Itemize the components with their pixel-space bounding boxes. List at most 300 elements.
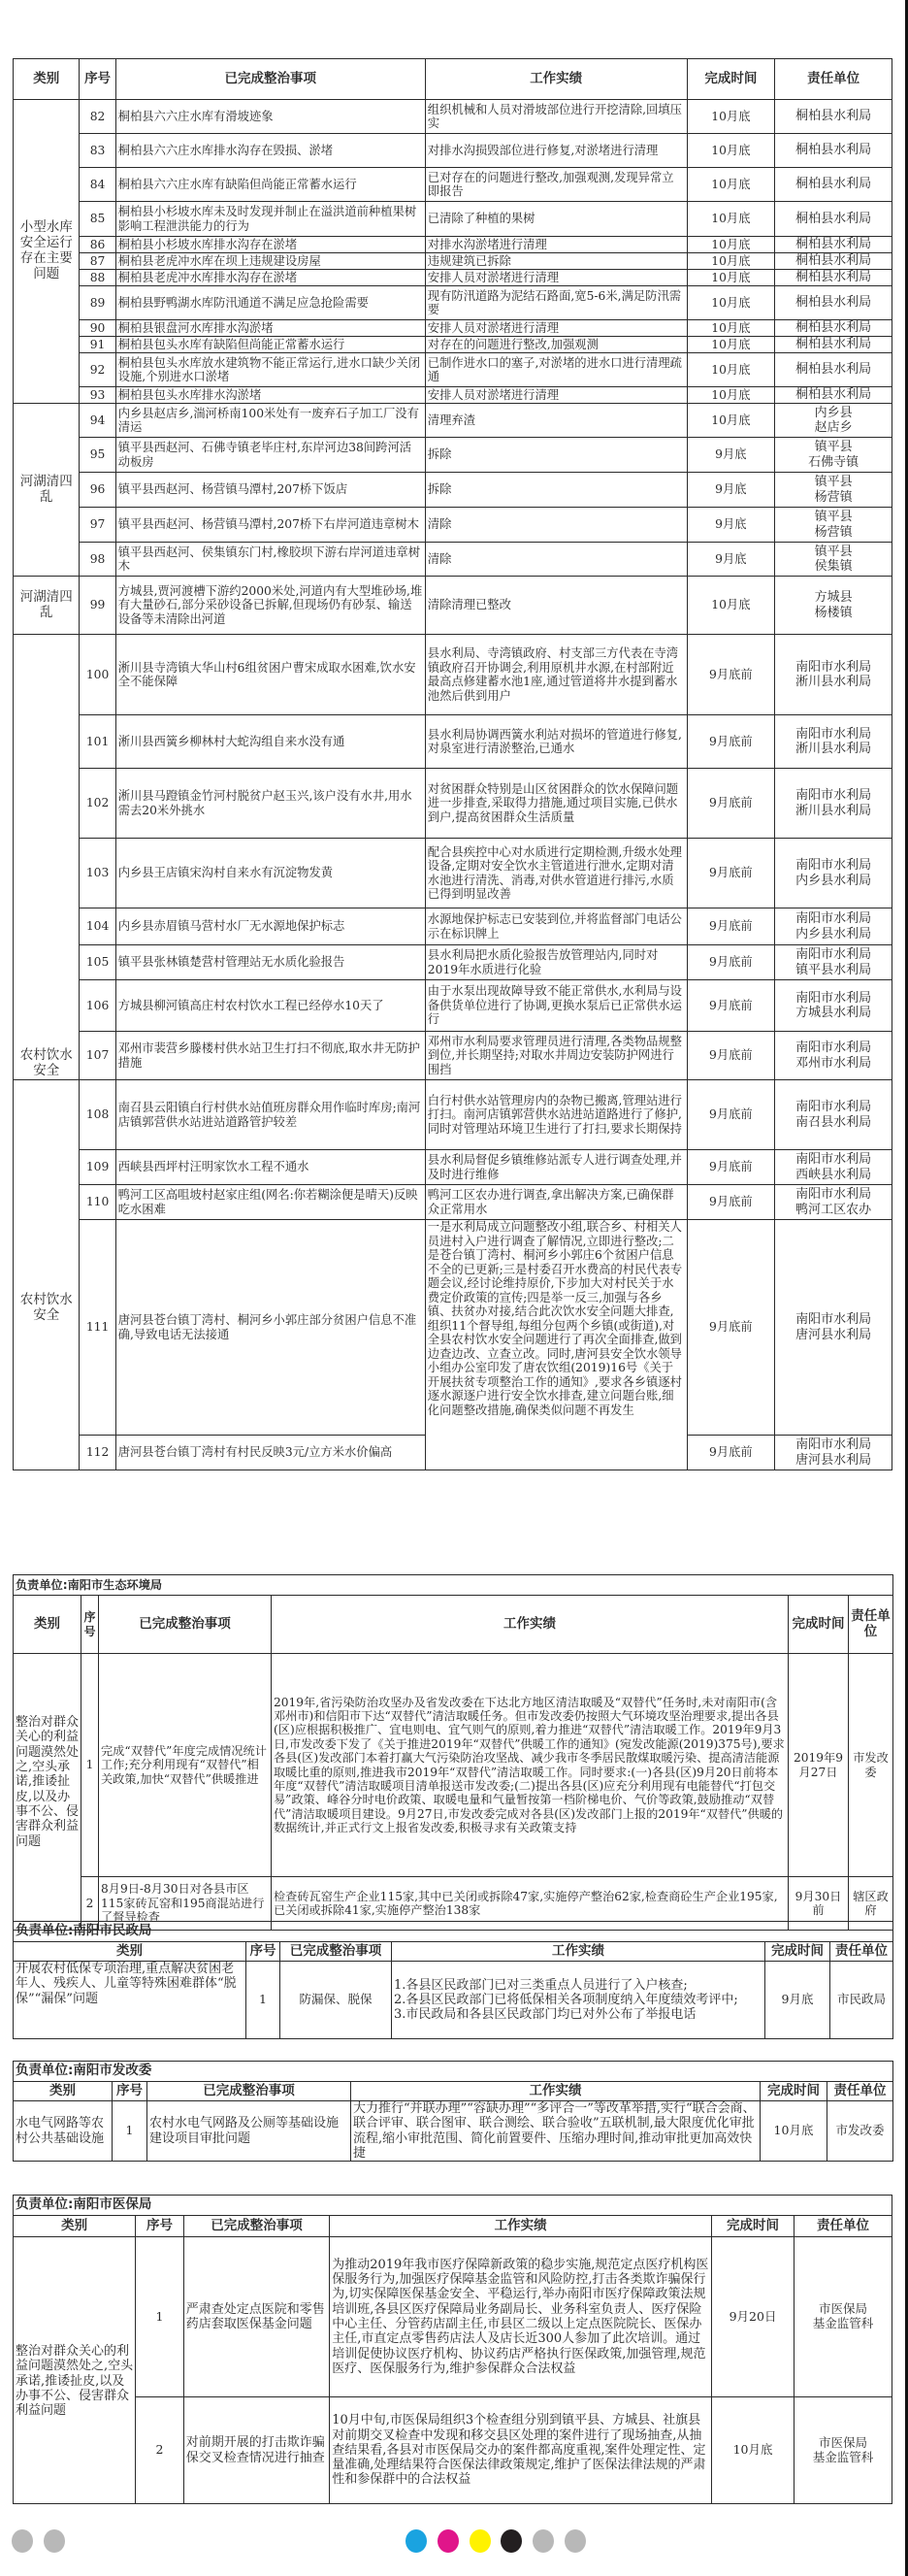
table-row	[14, 577, 892, 635]
table-header-row	[14, 1942, 893, 1962]
row-no: 90	[80, 320, 115, 337]
row-time: 9月底前	[687, 1150, 775, 1185]
row-item: 淅川县寺湾镇大华山村6组贫困户曹宋成取水困难,饮水安全不能保障	[115, 635, 425, 715]
category-cell: 整治对群众关心的利益问题漠然处之,空头承诺,推诿扯皮,以及办事不公、侵害群众利益问题	[14, 1654, 81, 1931]
table-row	[14, 100, 892, 134]
row-item: 镇平县西赵河、石佛寺镇老毕庄村,东岸河边38间跨河活动板房	[115, 438, 425, 473]
row-no: 106	[80, 980, 115, 1032]
header-unit: 责任单位	[830, 1942, 893, 1962]
table-row	[14, 2237, 892, 2397]
row-result: 10月中旬,市医保局组织3个检查组分别到镇平县、方城县、社旗县对前期交叉检查中发现和移交县区处理的案件进行了现场抽查,从抽查结果看,各县对市医保局交办的案件都高度重视,案件处理定性、定量准确,处理结果符合医保法律政策规定,维护了医保法律法规的严肃性和参保群中的合法权益	[330, 2397, 712, 2504]
row-item: 方城县,贾河渡槽下游约2000米处,河道内有大型堆砂场,堆有大量砂石,部分采砂设备已拆解,但现场仍有砂泵、输送设备等未清除出河道	[115, 577, 425, 635]
unit-line: 南阳市水利局	[795, 1100, 872, 1115]
unit-line: 淅川县水利局	[795, 742, 872, 756]
row-unit: 桐柏县水利局	[775, 253, 892, 270]
row-time: 9月底前	[687, 945, 775, 980]
table-row	[14, 337, 892, 353]
unit-line: 基金监管科	[812, 2316, 874, 2330]
row-result: 检查砖瓦窑生产企业115家,其中已关闭或拆除47家,实施停产整治62家,检查商砼生产企业195家,已关闭或拆除41家,实施停产整治138家	[272, 1877, 789, 1931]
table-header-row	[14, 2082, 893, 2101]
row-no: 1	[136, 2237, 183, 2397]
row-no: 97	[80, 508, 115, 543]
registration-dot	[470, 2529, 491, 2553]
registration-dot	[501, 2529, 522, 2553]
row-result: 县水利局督促乡镇维修站派专人进行调查处理,并及时进行维修	[425, 1150, 687, 1185]
table-header-row	[14, 1596, 893, 1654]
row-unit	[775, 1220, 892, 1436]
print-registration-marks	[0, 2529, 908, 2559]
table-row	[14, 908, 892, 945]
table-row	[14, 715, 892, 769]
eco-environment-table	[13, 1574, 893, 1931]
table-row	[14, 1220, 892, 1436]
row-time: 9月底前	[687, 635, 775, 715]
row-time: 9月20日	[712, 2237, 794, 2397]
unit-line: 南阳市水利局	[795, 947, 872, 963]
row-no: 89	[80, 286, 115, 320]
row-no: 95	[80, 438, 115, 473]
unit-line: 南阳市水利局	[795, 990, 872, 1006]
row-time: 10月底	[687, 404, 775, 438]
row-item: 镇平县西赵河、杨营镇马潭村,207桥下饭店	[115, 473, 425, 508]
unit-line: 南阳市水利局	[795, 858, 872, 874]
row-no: 102	[80, 769, 115, 839]
unit-line: 方城县水利局	[795, 1006, 872, 1020]
row-no: 2	[136, 2397, 183, 2504]
row-item: 完成“双替代”年度完成情况统计工作;充分利用现有“双替代”相关政策,加快“双替代”供暖推进	[99, 1654, 272, 1877]
row-result: 清除	[425, 543, 687, 577]
header-item: 已完成整治事项	[115, 59, 425, 100]
unit-line: 市医保局	[818, 2434, 867, 2450]
row-item: 南召县云阳镇白行村供水站值班房群众用作临时库房;南河店镇郭营供水站进站道路管护较差	[115, 1080, 425, 1150]
row-unit: 辖区政府	[849, 1877, 893, 1931]
table-row	[14, 168, 892, 202]
unit-line: 内乡县水利局	[795, 926, 872, 941]
unit-line: 唐河县水利局	[795, 1452, 872, 1468]
category-cell: 农村饮水安全	[14, 1080, 80, 1470]
row-item: 方城县柳河镇高庄村农村饮水工程已经停水10天了	[115, 980, 425, 1032]
row-item: 鸭河工区高咀坡村赵家庄组(网名:你若糊涂便是晴天)反映吃水困难	[115, 1185, 425, 1220]
unit-line: 市医保局	[818, 2301, 867, 2317]
table-row	[14, 1032, 892, 1080]
header-result: 工作实绩	[272, 1596, 789, 1654]
row-time: 9月底前	[687, 1185, 775, 1220]
row-time: 10月底	[687, 387, 775, 404]
row-time: 9月30日前	[789, 1877, 849, 1931]
category-cell: 开展农村低保专项治理,重点解决贫困老年人、残疾人、儿童等特殊困难群体“脱保”“漏保”问题	[14, 1962, 246, 2039]
row-unit	[775, 1436, 892, 1470]
responsible-unit-label: 负责单位:南阳市发改委	[14, 2062, 893, 2082]
row-no: 108	[80, 1080, 115, 1150]
row-no: 2	[81, 1877, 99, 1931]
row-result: 由于水泵出现故障导致不能正常供水,水利局与设备供货单位进行了协调,更换水泵后已正常供水运行	[425, 980, 687, 1032]
row-no: 1	[81, 1654, 99, 1877]
row-item: 桐柏县小杉坡水库未及时发现并制止在溢洪道前种植果树影响工程泄洪能力的行为	[115, 202, 425, 237]
row-no: 85	[80, 202, 115, 237]
row-unit: 桐柏县水利局	[775, 353, 892, 387]
row-time: 9月底前	[687, 1080, 775, 1150]
header-time: 完成时间	[687, 59, 775, 100]
table-row	[14, 2397, 892, 2504]
unit-line: 内乡县水利局	[795, 873, 872, 888]
row-no: 87	[80, 253, 115, 270]
row-item: 淅川县马蹬镇金竹河村脱贫户赵玉兴,该户没有水井,用水需去20米外挑水	[115, 769, 425, 839]
row-no: 1	[246, 1962, 280, 2039]
table-row	[14, 237, 892, 253]
registration-dot	[405, 2529, 427, 2553]
registration-dot	[12, 2529, 33, 2553]
unit-line: 南阳市水利局	[795, 1152, 872, 1168]
row-item: 镇平县张林镇楚营村管理站无水质化验报告	[115, 945, 425, 980]
row-item: 8月9日-8月30日对各县市区115家砖瓦窑和195商混站进行了督导检查	[99, 1877, 272, 1931]
row-unit: 桐柏县水利局	[775, 100, 892, 134]
row-item: 桐柏县老虎冲水库在坝上违规建设房屋	[115, 253, 425, 270]
row-time: 9月底前	[687, 715, 775, 769]
table-row	[14, 387, 892, 404]
row-item: 桐柏县包头水库放水建筑物不能正常运行,进水口缺少关闭设施,个别进水口淤堵	[115, 353, 425, 387]
unit-line: 南阳市水利局	[795, 659, 872, 675]
header-result: 工作实绩	[392, 1942, 765, 1962]
unit-line: 杨营镇	[814, 524, 853, 540]
unit-text	[796, 2302, 890, 2331]
row-no: 82	[80, 100, 115, 134]
row-item: 桐柏县野鸭湖水库防汛通道不满足应急抢险需要	[115, 286, 425, 320]
row-no: 99	[80, 577, 115, 635]
row-time: 9月底	[687, 473, 775, 508]
header-unit: 责任单位	[775, 59, 892, 100]
row-item: 镇平县西赵河、侯集镇东门村,橡胶坝下游右岸河道违章树木	[115, 543, 425, 577]
responsible-unit-label: 负责单位:南阳市医保局	[14, 2196, 892, 2216]
row-time: 10月底	[687, 270, 775, 286]
unit-line: 南阳市水利局	[795, 1312, 872, 1328]
category-cell: 水电气网路等农村公共基础设施	[14, 2101, 113, 2162]
table-row	[14, 508, 892, 543]
unit-line: 西峡县水利局	[795, 1167, 872, 1182]
row-result: 对存在的问题进行整改,加强观测	[425, 337, 687, 353]
header-category: 类别	[14, 59, 80, 100]
table-row	[14, 635, 892, 715]
header-item: 已完成整治事项	[183, 2216, 329, 2237]
row-result: 拆除	[425, 438, 687, 473]
row-result: 安排人员对淤堵进行清理	[425, 387, 687, 404]
header-no: 序号	[246, 1942, 280, 1962]
row-no: 91	[80, 337, 115, 353]
header-category: 类别	[14, 1942, 246, 1962]
row-no: 98	[80, 543, 115, 577]
row-result: 县水利局协调西簧水利站对损坏的管道进行修复,对泉室进行清淤整治,已通水	[425, 715, 687, 769]
header-time: 完成时间	[765, 1942, 830, 1962]
row-result: 组织机械和人员对滑坡部位进行开挖清除,回填压实	[425, 100, 687, 134]
header-time: 完成时间	[789, 1596, 849, 1654]
row-time: 10月底	[687, 237, 775, 253]
row-result: 清除清理已整改	[425, 577, 687, 635]
row-no: 104	[80, 908, 115, 945]
row-unit: 市民政局	[830, 1962, 893, 2039]
table-row	[14, 134, 892, 168]
row-time: 2019年9月27日	[789, 1654, 849, 1877]
row-result: 清理弃渣	[425, 404, 687, 438]
row-result: 配合县疾控中心对水质进行定期检测,升级水处理设备,定期对安全饮水主管道进行泄水,定期对清水池进行清洗、消毒,对供水管道进行排污,水质已得到明显改善	[425, 839, 687, 908]
row-no: 96	[80, 473, 115, 508]
medical-insurance-table	[13, 2195, 892, 2504]
row-item: 对前期开展的打击欺诈骗保交叉检查情况进行抽查	[183, 2397, 329, 2504]
row-time: 10月底	[687, 253, 775, 270]
row-unit	[775, 1150, 892, 1185]
row-result: 白行村供水站管理房内的杂物已搬离,管理站进行打扫。南河店镇郭营供水站进站道路进行了修护,同时对管理站环境卫生进行了打扫,要求长期保持	[425, 1080, 687, 1150]
row-no: 86	[80, 237, 115, 253]
row-unit: 桐柏县水利局	[775, 286, 892, 320]
category-cell: 整治对群众关心的利益问题漠然处之,空头承诺,推诿扯皮,以及办事不公、侵害群众利益问题	[14, 2237, 136, 2504]
row-no: 94	[80, 404, 115, 438]
row-result: 违规建筑已拆除	[425, 253, 687, 270]
row-no: 101	[80, 715, 115, 769]
unit-line: 石佛寺镇	[808, 454, 859, 470]
unit-line: 南阳市水利局	[795, 726, 872, 742]
unit-line: 侯集镇	[814, 559, 853, 574]
row-item: 邓州市裴营乡滕楼村供水站卫生打扫不彻底,取水井无防护措施	[115, 1032, 425, 1080]
header-item: 已完成整治事项	[280, 1942, 392, 1962]
row-unit	[775, 1080, 892, 1150]
table-row	[14, 404, 892, 438]
unit-line: 唐河县水利局	[795, 1327, 872, 1342]
row-unit: 桐柏县水利局	[775, 387, 892, 404]
row-no: 112	[80, 1436, 115, 1470]
category-cell: 农村饮水安全	[14, 635, 80, 1080]
table-row	[14, 839, 892, 908]
table-row	[14, 945, 892, 980]
header-no: 序号	[136, 2216, 183, 2237]
table-row	[14, 1962, 893, 2039]
header-time: 完成时间	[712, 2216, 794, 2237]
row-result: 已对存在的问题进行整改,加强观测,发现异常立即报告	[425, 168, 687, 202]
registration-dot	[533, 2529, 554, 2553]
header-category: 类别	[14, 2216, 136, 2237]
result-line: 3.市民政局和各县区民政部门均已对外公布了举报电话	[394, 2007, 697, 2023]
row-time: 9月底前	[687, 1220, 775, 1436]
result-line: 1.各县区民政部门已对三类重点人员进行了入户核查;	[394, 1977, 688, 1993]
unit-line: 杨营镇	[814, 489, 853, 505]
category-cell: 河湖清四乱	[14, 404, 80, 577]
registration-dot	[438, 2529, 459, 2553]
header-unit: 责任单位	[827, 2082, 893, 2101]
row-time: 10月底	[687, 168, 775, 202]
table-row	[14, 1080, 892, 1150]
row-unit	[775, 508, 892, 543]
row-unit	[775, 577, 892, 635]
row-result: 现有防汛道路为泥结石路面,宽5-6米,满足防汛需要	[425, 286, 687, 320]
responsible-unit-row	[14, 1922, 893, 1942]
row-result: 已清除了种植的果树	[425, 202, 687, 237]
responsible-unit-label: 负责单位:南阳市生态环境局	[14, 1575, 893, 1596]
row-no: 93	[80, 387, 115, 404]
row-time: 9月底	[687, 438, 775, 473]
header-unit: 责任单位	[849, 1596, 893, 1654]
row-unit: 桐柏县水利局	[775, 337, 892, 353]
row-no: 100	[80, 635, 115, 715]
row-time: 9月底前	[687, 1436, 775, 1470]
row-result: 水源地保护标志已安装到位,并将监督部门电话公示在标识牌上	[425, 908, 687, 945]
row-no: 92	[80, 353, 115, 387]
header-category: 类别	[14, 2082, 113, 2101]
row-item: 桐柏县包头水库排水沟淤堵	[115, 387, 425, 404]
unit-line: 鸭河工区农办	[795, 1202, 872, 1217]
unit-line: 镇平县	[814, 440, 853, 455]
row-unit: 桐柏县水利局	[775, 237, 892, 253]
row-time: 9月底前	[687, 980, 775, 1032]
row-time: 10月底	[687, 134, 775, 168]
table-row	[14, 543, 892, 577]
row-item: 桐柏县银盘河水库排水沟淤堵	[115, 320, 425, 337]
table-row	[14, 980, 892, 1032]
row-result: 对排水沟淤堵进行清理	[425, 237, 687, 253]
row-no: 105	[80, 945, 115, 980]
table-row	[14, 473, 892, 508]
row-result: 邓州市水利局要求管理员进行清理,各类物品规整到位,并长期坚持;对取水井周边安装防护网进行围挡	[425, 1032, 687, 1080]
unit-line: 杨楼镇	[814, 605, 853, 620]
unit-line: 南阳市水利局	[795, 1437, 872, 1453]
row-item: 防漏保、脱保	[280, 1962, 392, 2039]
table-row	[14, 320, 892, 337]
header-no: 序号	[113, 2082, 147, 2101]
row-unit	[775, 543, 892, 577]
responsible-unit-label: 负责单位:南阳市民政局	[14, 1922, 893, 1942]
row-time: 9月底	[687, 508, 775, 543]
unit-line: 淅川县水利局	[795, 675, 872, 689]
row-time: 9月底	[765, 1962, 830, 2039]
row-result: 为推动2019年我市医疗保障新政策的稳步实施,规范定点医疗机构医保服务行为,加强医疗保障基金监管和风险防控,打击各类欺诈骗保行为,切实保障医保基金安全、平稳运行,举办南阳市医疗保障政策法规培训班,各县区医疗保障局业务副局长、业务科室负责人、医疗保险中心主任、分管药店副主任,市县区二级以上定点医院院长、医保办主任,市直定点零售药店法人及店长近300人参加了此次培训。通过培训促使协议医疗机构、协议药店严格执行医保政策,加强管理,规范医疗、医保服务行为,维护参保群众合法权益	[330, 2237, 712, 2397]
row-result: 县水利局把水质化验报告放管理站内,同时对2019年水质进行化验	[425, 945, 687, 980]
civil-affairs-table	[13, 1921, 893, 2039]
unit-line: 内乡县	[814, 405, 853, 420]
unit-line: 赵店乡	[814, 420, 853, 435]
header-result: 工作实绩	[330, 2216, 712, 2237]
unit-text	[796, 2436, 890, 2465]
row-no: 84	[80, 168, 115, 202]
table-row	[14, 353, 892, 387]
category-cell: 小型水库安全运行存在主要问题	[14, 100, 80, 404]
row-result: 鸭河工区农办进行调查,拿出解决方案,已确保群众正常用水	[425, 1185, 687, 1220]
table-row	[14, 438, 892, 473]
row-item: 桐柏县六六庄水库有缺陷但尚能正常蓄水运行	[115, 168, 425, 202]
row-unit	[794, 2237, 892, 2397]
header-no: 序号	[81, 1596, 99, 1654]
row-unit	[775, 438, 892, 473]
header-item: 已完成整治事项	[147, 2082, 351, 2101]
header-no: 序号	[80, 59, 115, 100]
row-unit: 桐柏县水利局	[775, 270, 892, 286]
header-unit: 责任单位	[794, 2216, 892, 2237]
row-item: 桐柏县六六庄水库有滑坡迹象	[115, 100, 425, 134]
row-unit: 桐柏县水利局	[775, 320, 892, 337]
unit-line: 镇平县	[814, 544, 853, 559]
header-result: 工作实绩	[425, 59, 687, 100]
unit-line: 基金监管科	[812, 2449, 874, 2464]
row-unit: 桐柏县水利局	[775, 168, 892, 202]
registration-dot	[565, 2529, 586, 2553]
row-result: 县水利局、寺湾镇政府、村支部三方代表在寺湾镇政府召开协调会,利用原机井水源,在村部附近最高点修建蓄水池1座,通过管道将井水提到蓄水池然后供到用户	[425, 635, 687, 715]
row-result: 对贫困群众特别是山区贫困群众的饮水保障问题进一步排查,采取得力措施,通过项目实施,已供水到户,提高贫困群众生活质量	[425, 769, 687, 839]
unit-line: 南召县水利局	[795, 1114, 872, 1130]
unit-line: 方城县	[814, 590, 853, 606]
row-time: 10月底	[687, 286, 775, 320]
unit-line: 淅川县水利局	[795, 803, 872, 818]
row-result: 对排水沟损毁部位进行修复,对淤堵进行清理	[425, 134, 687, 168]
row-unit	[794, 2397, 892, 2504]
table-row	[14, 270, 892, 286]
row-item: 桐柏县包头水库有缺陷但尚能正常蓄水运行	[115, 337, 425, 353]
table-row	[14, 2101, 893, 2162]
table-row	[14, 286, 892, 320]
table-header-row	[14, 2216, 892, 2237]
row-result: 已制作进水口的塞子,对淤堵的进水口进行清理疏通	[425, 353, 687, 387]
table-row	[14, 1654, 893, 1877]
row-time: 9月底前	[687, 1032, 775, 1080]
row-unit	[775, 908, 892, 945]
row-item: 淅川县西簧乡柳林村大蛇沟组自来水没有通	[115, 715, 425, 769]
row-time: 10月底	[687, 577, 775, 635]
table-row	[14, 1185, 892, 1220]
table-row	[14, 769, 892, 839]
row-item: 桐柏县老虎冲水库排水沟存在淤堵	[115, 270, 425, 286]
unit-line: 镇平县水利局	[795, 962, 872, 977]
row-unit	[775, 839, 892, 908]
row-time: 10月底	[687, 353, 775, 387]
category-cell: 河湖清四乱	[14, 577, 80, 635]
row-time: 10月底	[712, 2397, 794, 2504]
unit-line: 镇平县	[814, 510, 853, 525]
development-reform-table	[13, 2061, 893, 2162]
row-item: 桐柏县小杉坡水库排水沟存在淤堵	[115, 237, 425, 253]
row-unit	[775, 945, 892, 980]
row-unit: 市发改委	[827, 2101, 893, 2162]
row-time: 10月底	[761, 2101, 827, 2162]
row-item: 农村水电气网路及公厕等基础设施建设项目审批问题	[147, 2101, 351, 2162]
row-time: 9月底前	[687, 839, 775, 908]
row-result	[392, 1962, 765, 2039]
table-row	[14, 202, 892, 237]
header-item: 已完成整治事项	[99, 1596, 272, 1654]
table-row	[14, 1150, 892, 1185]
row-no: 110	[80, 1185, 115, 1220]
table-row	[14, 253, 892, 270]
row-unit	[775, 635, 892, 715]
result-line: 2.各县区民政部门已将低保相关各项制度纳入年度绩效考评中;	[394, 1992, 738, 2007]
row-time: 10月底	[687, 337, 775, 353]
row-result: 一是水利局成立问题整改小组,联合乡、村相关人员进村入户进行调查了解情况,立即进行整改;二是苍台镇丁湾村、桐河乡小郭庄6个贫困户信息不全的已更新;三是村委召开水费高的村民代表专题会议,经讨论维持原价,下步加大对村民关于水费定价政策的宣传;四是举一反三,加强与各乡镇、扶贫办对接,结合此次饮水安全问题大排查,组织11个督导组,每组分包两个乡镇(或街道),对全县农村饮水安全问题进行了再次全面排查,做到边查边改、立查立改。同时,唐河县安全饮水领导小组办公室印发了唐农饮组(2019)16号《关于开展扶贫专项整治工作的通知》,要求各乡镇逐村逐水源逐户进行安全饮水排查,建立问题台账,细化问题整改措施,确保类似问题不再发生	[425, 1220, 687, 1470]
row-item: 严肃查处定点医院和零售药店套取医保基金问题	[183, 2237, 329, 2397]
registration-dot	[44, 2529, 65, 2553]
responsible-unit-row	[14, 1575, 893, 1596]
row-no: 111	[80, 1220, 115, 1436]
row-item: 内乡县王店镇宋沟村自来水有沉淀物发黄	[115, 839, 425, 908]
row-time: 10月底	[687, 202, 775, 237]
unit-line: 镇平县	[814, 475, 853, 490]
row-item: 西峡县西坪村汪明家饮水工程不通水	[115, 1150, 425, 1185]
row-item: 内乡县赤眉镇马营村水厂无水源地保护标志	[115, 908, 425, 945]
row-no: 109	[80, 1150, 115, 1185]
unit-line: 南阳市水利局	[795, 911, 872, 927]
unit-line: 南阳市水利局	[795, 1040, 872, 1056]
row-time: 9月底前	[687, 769, 775, 839]
row-item: 内乡县赵店乡,湍河桥南100米处有一废弃石子加工厂没有清运	[115, 404, 425, 438]
unit-line: 南阳市水利局	[795, 1187, 872, 1203]
row-time: 10月底	[687, 320, 775, 337]
row-no: 1	[113, 2101, 147, 2162]
row-unit: 桐柏县水利局	[775, 134, 892, 168]
row-time: 9月底	[687, 543, 775, 577]
responsible-unit-row	[14, 2062, 893, 2082]
row-unit	[775, 715, 892, 769]
